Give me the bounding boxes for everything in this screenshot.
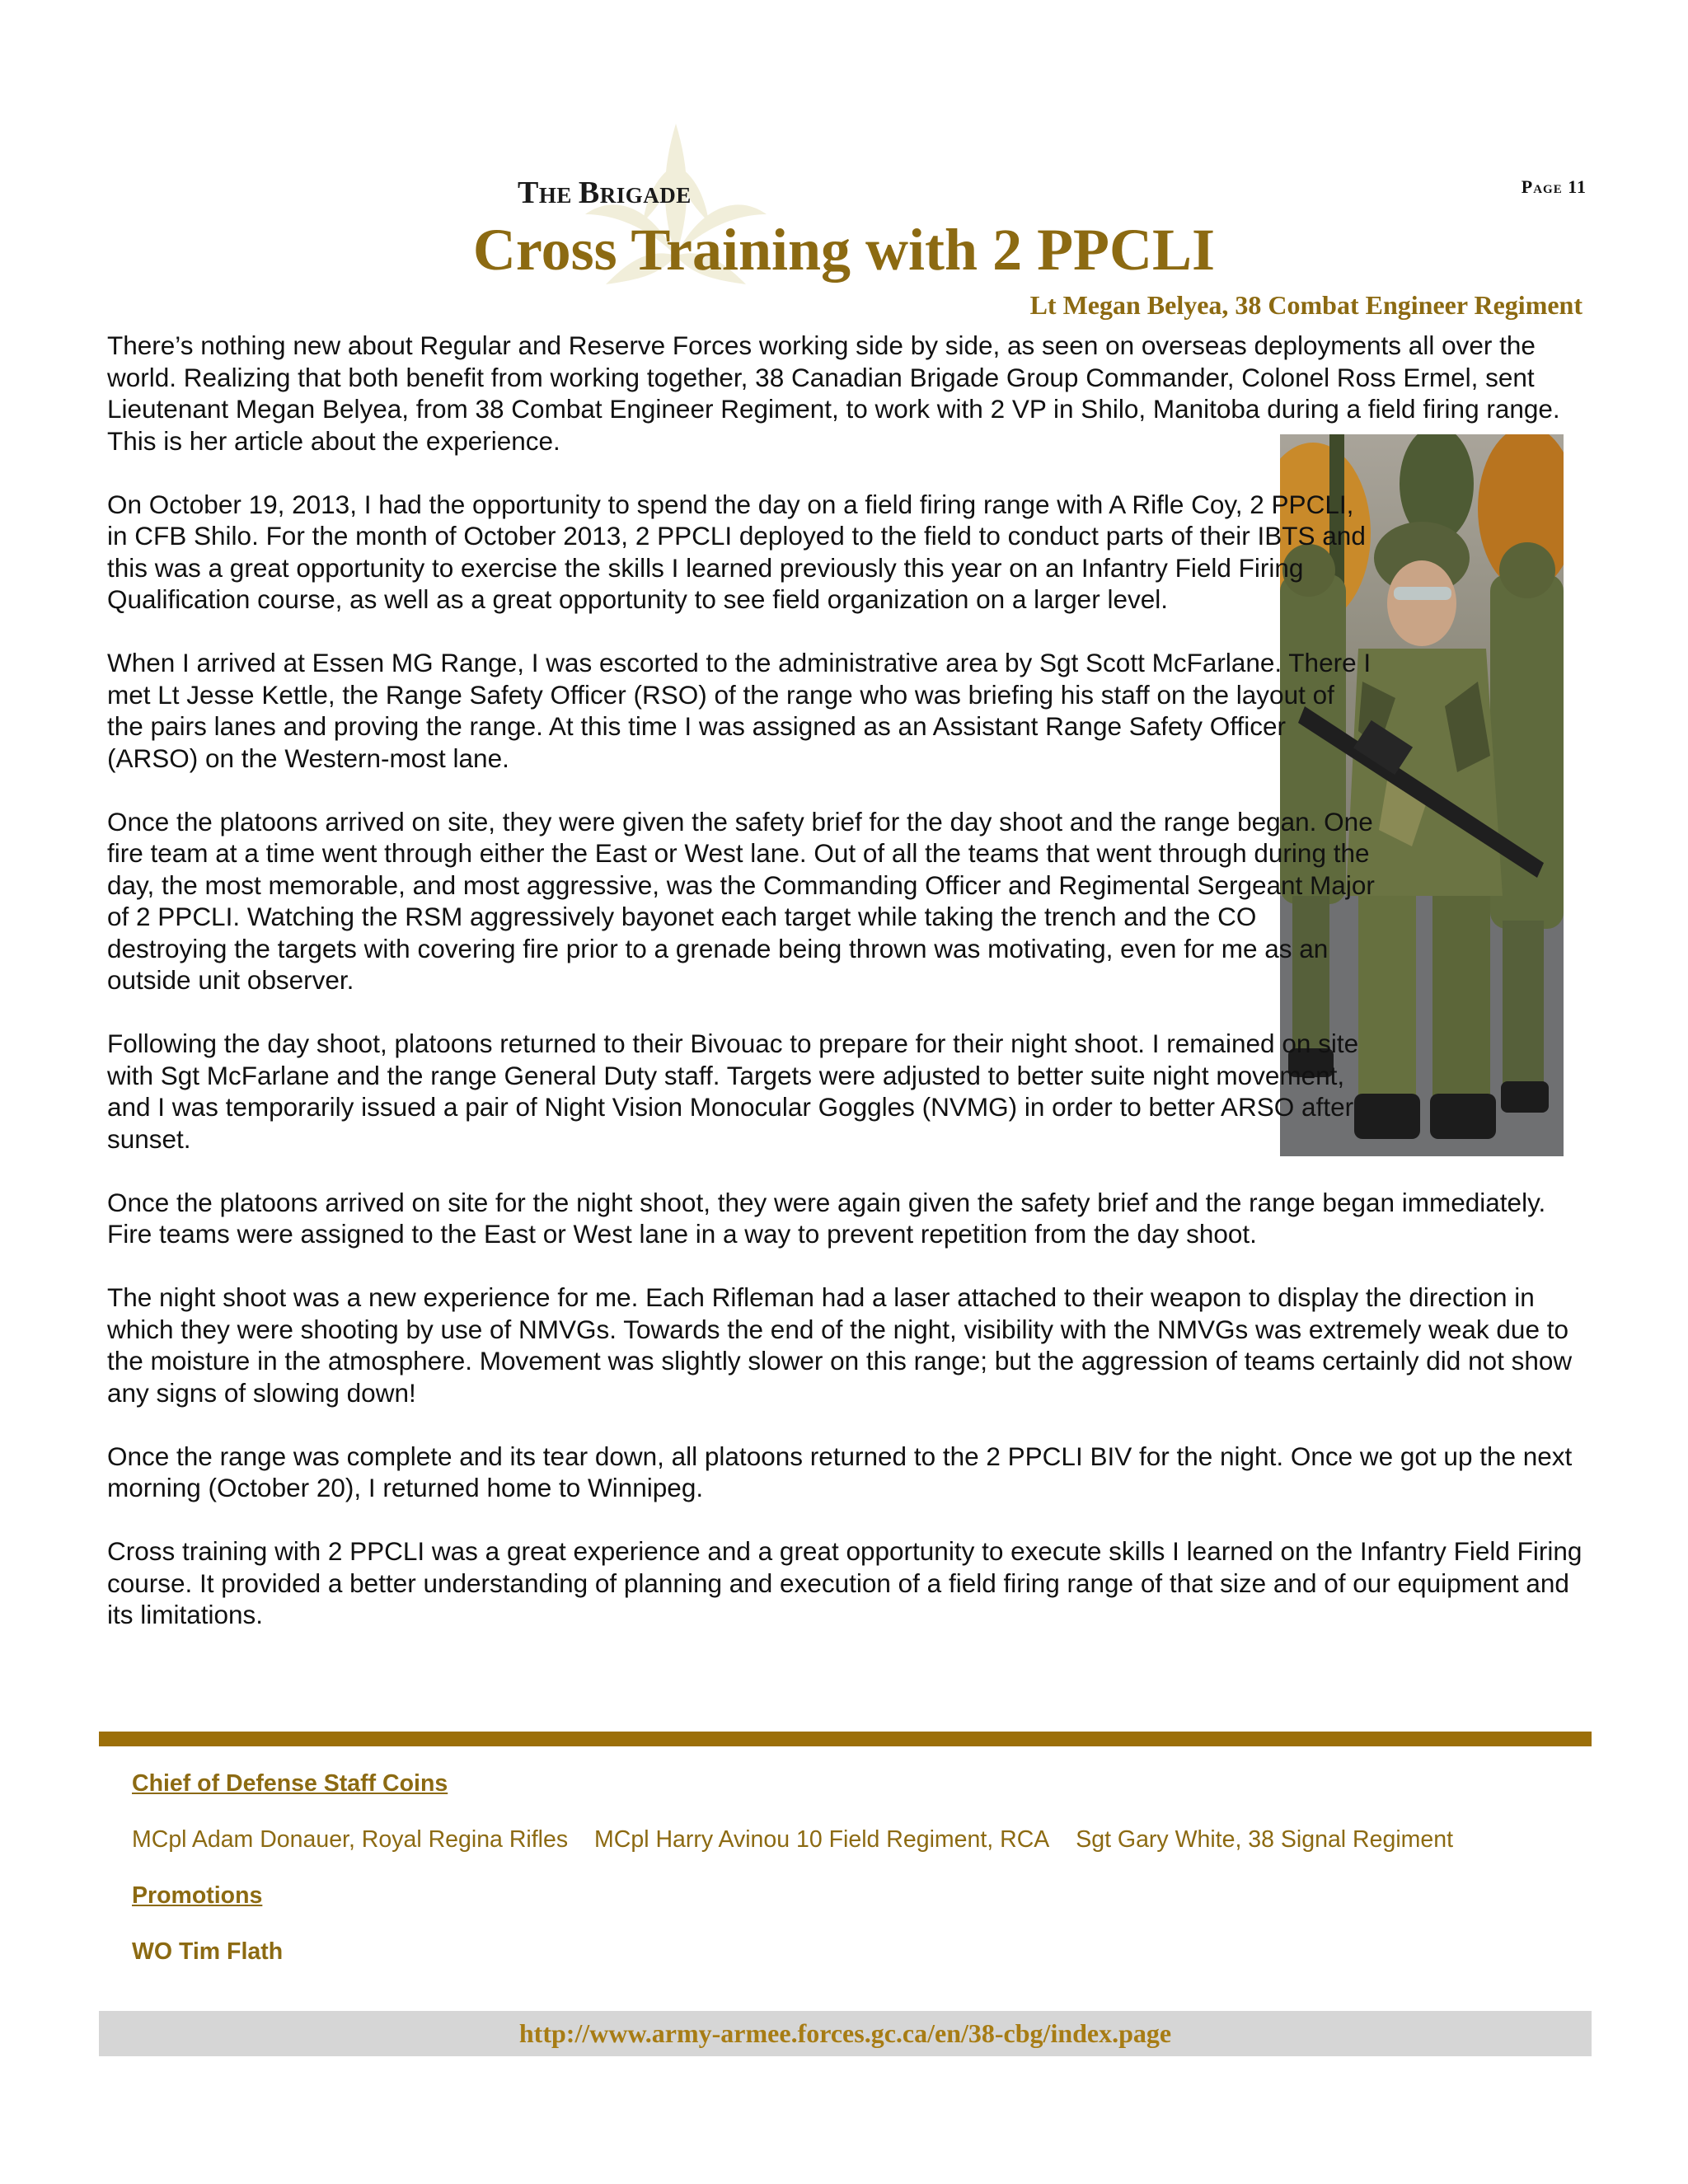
page-number bbox=[1522, 176, 1587, 198]
newsletter-masthead bbox=[518, 175, 692, 211]
coin-recipient: Sgt Gary White, 38 Signal Regiment bbox=[1076, 1826, 1454, 1853]
masthead-brigade: Brigade bbox=[578, 176, 692, 210]
coins-heading: Chief of Defense Staff Coins bbox=[132, 1770, 448, 1797]
footer-url-bar bbox=[99, 2011, 1592, 2056]
article-paragraph: Following the day shoot, platoons returned to their Bivouac to prepare for their night shoot. I remained on site with Sgt McFarlane and the range General Duty staff. Targets were adjusted to better suite night movement, and I was temporarily issued a pair of Night Vision Monocular Goggles (NVMG) in order to better ARSO after sunset. bbox=[107, 1029, 1359, 1154]
coin-recipients bbox=[132, 1826, 1582, 1859]
section-divider bbox=[99, 1732, 1592, 1746]
article-paragraph: Once the platoons arrived on site for the night shoot, they were again given the safety brief and the range began immediately. Fire teams were assigned to the East or West lane in a way to prevent repetition from the day shoot. bbox=[107, 1187, 1546, 1249]
article-paragraph: There’s nothing new about Regular and Reserve Forces working side by side, as seen on overseas deployments all over the world. Realizing that both benefit from working together, 38 Canadian Brigade Group Commander, Colonel Ross Ermel, sent Lieutenant Megan Belyea, from 38 Combat Engineer Regiment, to work with 2 VP in Shilo, Manitoba during a field firing range. This is her article about the experience. bbox=[107, 330, 1560, 456]
article-paragraph: Once the range was complete and its tear down, all platoons returned to the 2 PPCLI BIV for the night. Once we got up the next morning (October 20), I returned home to Winnipeg. bbox=[107, 1441, 1573, 1502]
article-body bbox=[107, 330, 1587, 1662]
article-paragraph: The night shoot was a new experience for me. Each Rifleman had a laser attached to their weapon to display the direction in which they were shooting by use of NMVGs. Towards the end of the night, visibility with the NMVGs was extremely weak due to the moisture in the atmosphere. Movement was slightly slower on this range; but the aggression of teams certainly did not show any signs of slowing down! bbox=[107, 1282, 1573, 1408]
article-title: Cross Training with 2 PPCLI bbox=[472, 217, 1216, 283]
article-paragraph: Cross training with 2 PPCLI was a great experience and a great opportunity to execute skills I learned on the Infantry Field Firing course. It provided a better understanding of planning and execution of a field firing range of that size and of our equipment and its limitations. bbox=[107, 1536, 1582, 1629]
footer-url-link[interactable]: http://www.army-armee.forces.gc.ca/en/38-cbg/index.page bbox=[518, 2018, 1172, 2048]
article-paragraph: When I arrived at Essen MG Range, I was escorted to the administrative area by Sgt Scott McFarlane. There I met Lt Jesse Kettle, the Range Safety Officer (RSO) of the range who was briefing his staff on the layout of the pairs lanes and proving the range. At this time I was assigned as an Assistant Range Safety Officer (ARSO) on the Western-most lane. bbox=[107, 648, 1372, 773]
masthead-the: The bbox=[518, 176, 572, 210]
article-paragraph: Once the platoons arrived on site, they were given the safety brief for the day shoot and the range began. One fire team at a time went through either the East or West lane. Out of all the teams that went through during the day, the most memorable, and most aggressive, was the Commanding Officer and Regimental Sergeant Major of 2 PPCLI. Watching the RSM aggressively bayonet each target while taking the trench and the CO destroying the targets with covering fire prior to a grenade being thrown was motivating, even for me as an outside unit observer. bbox=[107, 806, 1375, 995]
promotions-heading: Promotions bbox=[132, 1882, 263, 1909]
recognition-section bbox=[132, 1770, 1582, 1971]
page-number-value: 11 bbox=[1568, 176, 1587, 197]
coin-recipient: MCpl Adam Donauer, Royal Regina Rifles bbox=[132, 1826, 569, 1853]
article-paragraph: On October 19, 2013, I had the opportunity to spend the day on a field firing range with A Rifle Coy, 2 PPCLI, in CFB Shilo. For the month of October 2013, 2 PPCLI deployed to the field to conduct parts of their IBTS and this was a great opportunity to exercise the skills I learned previously this year on an Infantry Field Firing Qualification course, as well as a great opportunity to see field organization on a larger level. bbox=[107, 489, 1366, 614]
article-byline: Lt Megan Belyea, 38 Combat Engineer Regiment bbox=[1029, 290, 1582, 320]
page-label: Page bbox=[1521, 176, 1563, 197]
coin-recipient: MCpl Harry Avinou 10 Field Regiment, RCA bbox=[594, 1826, 1050, 1853]
promotion-recipient: WO Tim Flath bbox=[132, 1938, 284, 1965]
